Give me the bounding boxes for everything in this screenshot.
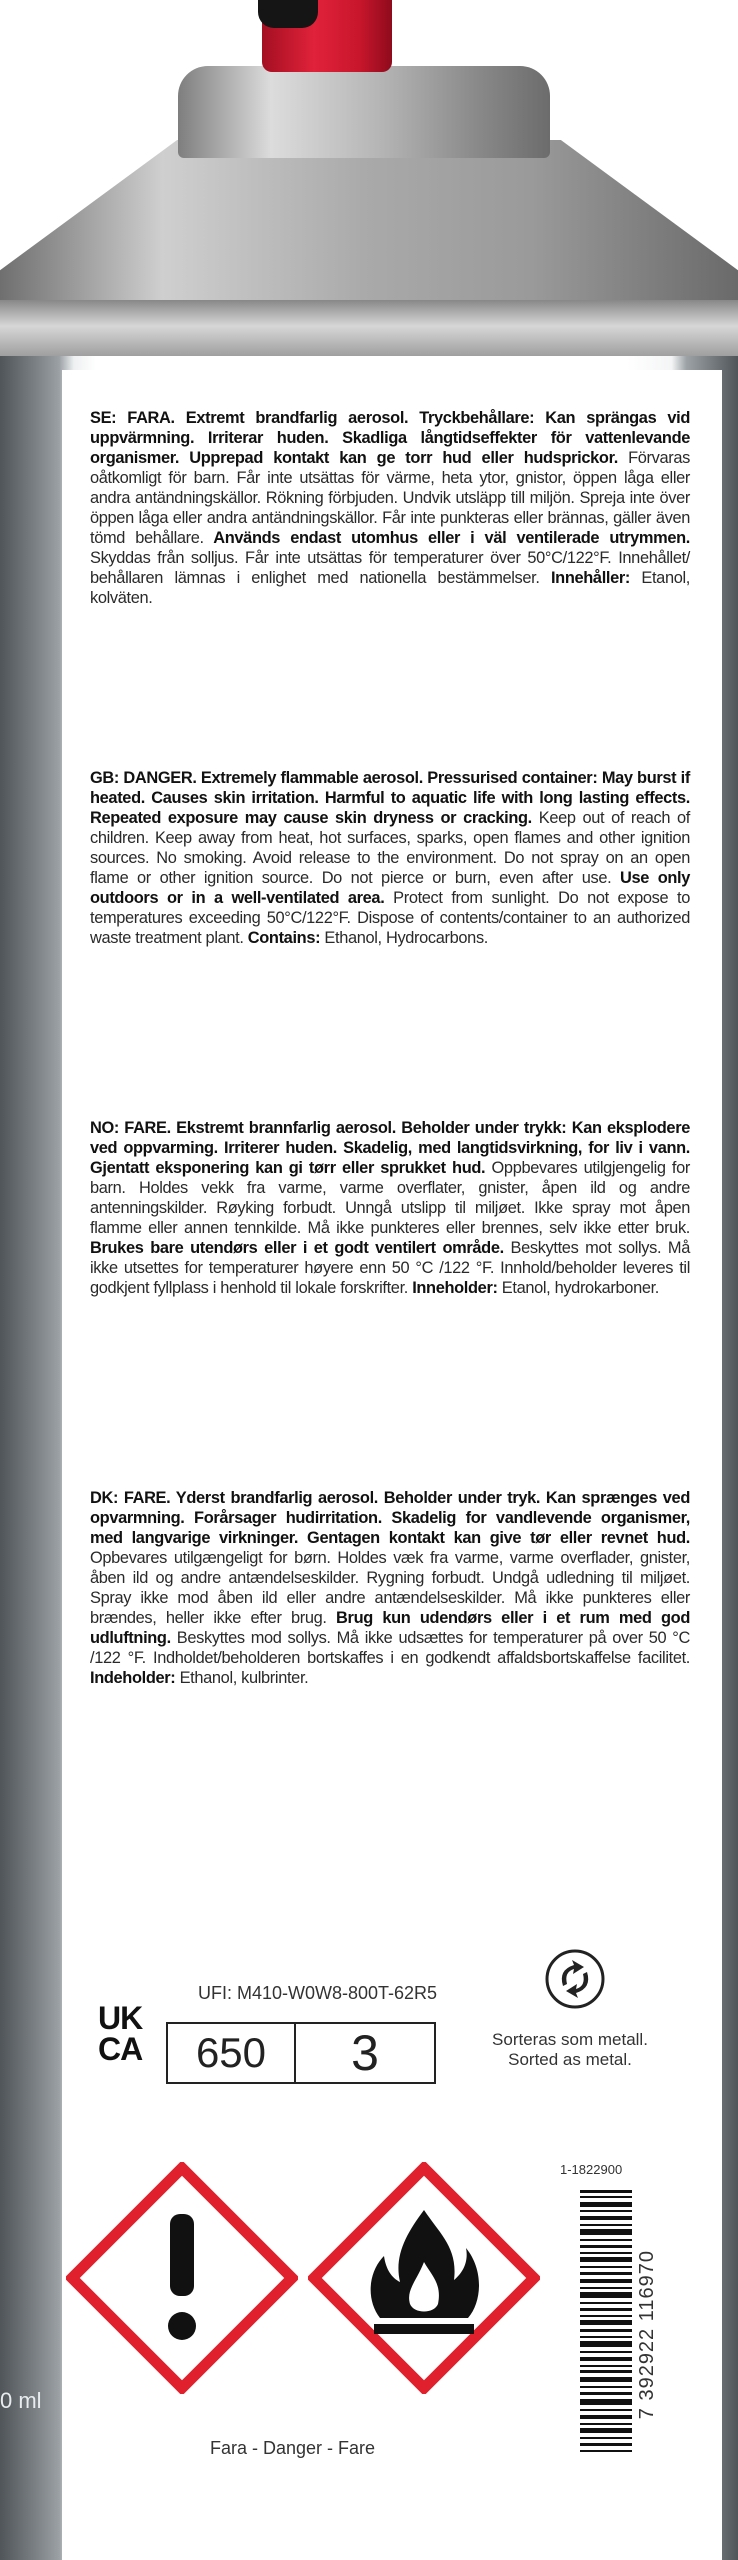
barcode-number: 7 392922 116970 <box>636 2250 658 2420</box>
gb-hazard-statements: GB: DANGER. Extremely flammable aerosol. Pressurised container: May burst if heated. Causes skin irritation. Harmful to aquatic life with long lasting effects. Repeated exposure may cause skin dryness or cracking. <box>90 769 690 827</box>
code-value-2: 3 <box>351 2025 379 2081</box>
no-hazard-statements: NO: FARE. Ekstremt brannfarlig aerosol. Beholder under trykk: Kan eksplodere ved oppvarming. Irriterer huden. Skadelig, med langtidsvirkning, for liv i vann. Gjentatt eksponering kan gi tørr eller sprukket hud. <box>90 1119 690 1177</box>
ufi-code: UFI: M410-W0W8-800T-62R5 <box>198 1983 438 2003</box>
gb-precautions: Keep out of reach of children. Keep away from heat, hot surfaces, sparks, open flames and other ignition sources. No smoking. Avoid release to the environment. Do not spray on an open flame or other ignition source. Do not pierce or burn, even after use. <box>90 809 690 887</box>
nozzle-tip <box>258 0 318 28</box>
warning-text-gb <box>90 768 690 948</box>
se-contains: Etanol, kolväten. <box>90 569 690 607</box>
recycling-code-box <box>166 2022 436 2084</box>
sort-text-sv: Sorteras som metall. <box>492 2030 648 2049</box>
dk-ventilation: Brug kun udendørs eller i et rum med god udluftning. <box>90 1609 690 1647</box>
exclamation-mark-pictogram <box>66 2162 298 2394</box>
can-rim <box>0 300 738 358</box>
dk-hazard-statements: DK: FARE. Yderst brandfarlig aerosol. Beholder under tryk. Kan sprænges ved opvarmning. Forårsager hudirritation. Skadelig for vandlevende organismer, med langvarige virkninger. Gentagen kontakt kan give tør eller revnet hud. <box>90 1489 690 1547</box>
se-storage: Skyddas från solljus. Får inte utsättas för temperaturer över 50°C/122°F. Innehållet/ behållaren lämnas i enlighet med nationella bestämmelser. <box>90 549 690 587</box>
dk-contains: Ethanol, kulbrinter. <box>175 1669 309 1687</box>
sort-text-en: Sorted as metal. <box>508 2050 632 2069</box>
se-contains-label: Innehåller: <box>539 569 630 587</box>
gb-contains: Ethanol, Hydrocarbons. <box>320 929 488 947</box>
barcode <box>580 2190 640 2460</box>
dk-storage: Beskyttes mod sollys. Må ikke udsættes for temperaturer på over 50 °C /122 °F. Indholdet/beholderen bortskaffes i en godkendt affaldsbortskaffelse facilitet. <box>90 1629 690 1667</box>
se-ventilation: Används endast utomhus eller i väl ventilerade utrymmen. <box>203 529 690 547</box>
dk-precautions: Opbevares utilgængeligt for børn. Holdes væk fra varme, varme overflader, gnister, åben ild og andre antændelseskilder. Rygning forbudt. Undgå udledning til miljøet. Spray ikke mod åben ild eller andre antændelseskilder. Må ikke punkteres eller brændes, heller ikke efter brug. <box>90 1549 690 1627</box>
se-hazard-statements: SE: FARA. Extremt brandfarlig aerosol. Tryckbehållare: Kan sprängas vid uppvärmning. Irriterar huden. Skadliga långtidseffekter för vattenlevande organismer. Upprepad kontakt kan ge torr hud eller hudsprickor. <box>90 409 690 467</box>
warning-text-no <box>90 1118 690 1298</box>
valve-cup <box>178 66 550 158</box>
se-precautions: Förvaras oåtkomligt för barn. Får inte utsättas för värme, heta ytor, gnistor, öppen låga eller andra antändningskällor. Rökning förbjuden. Undvik utsläpp till miljön. Spreja inte över öppen låga eller andra antändningskällor. Får inte punkteras eller brännas, gäller även tömd behållare. <box>90 449 690 547</box>
code-value-1: 650 <box>168 2024 296 2082</box>
no-precautions: Oppbevares utilgjengelig for barn. Holdes vekk fra varme, varme overflater, gnister, åpen ild og andre antenningskilder. Røyking forbudt. Unngå utslipp til miljøet. Ikke spray mot åpen flamme eller annen tennkilde. Må ikke punkteres eller brennes, selv ikke etter bruk. <box>90 1159 690 1237</box>
no-ventilation: Brukes bare utendørs eller i et godt ventilert område. <box>90 1239 504 1257</box>
no-contains: Etanol, hydrokarboner. <box>497 1279 660 1297</box>
ukca-mark: UK CA <box>98 2000 143 2067</box>
barcode-code: 1-1822900 <box>560 2162 623 2177</box>
gb-storage: Protect from sunlight. Do not expose to temperatures exceeding 50°C/122°F. Dispose of contents/container to an authorized waste treatment plant. <box>90 889 690 947</box>
warning-text-se <box>90 408 690 608</box>
no-storage: Beskyttes mot sollys. Må ikke utsettes for temperaturer høyere enn 50 °C /122 °F. Innhold/beholder leveres til godkjent fyllplass i henhold til lokale forskrifter. <box>90 1239 690 1297</box>
flame-pictogram <box>308 2162 540 2394</box>
gb-contains-label: Contains: <box>243 929 321 947</box>
no-contains-label: Inneholder: <box>407 1279 498 1297</box>
gb-ventilation: Use only outdoors or in a well-ventilated area. <box>90 869 690 907</box>
dk-contains-label: Indeholder: <box>90 1669 176 1687</box>
volume-fragment: 0 ml <box>0 2388 42 2413</box>
sorting-instructions <box>470 2030 670 2070</box>
warning-text-dk <box>90 1488 690 1688</box>
signal-words: Fara - Danger - Fare <box>210 2438 376 2458</box>
recycle-icon <box>544 1948 606 2010</box>
